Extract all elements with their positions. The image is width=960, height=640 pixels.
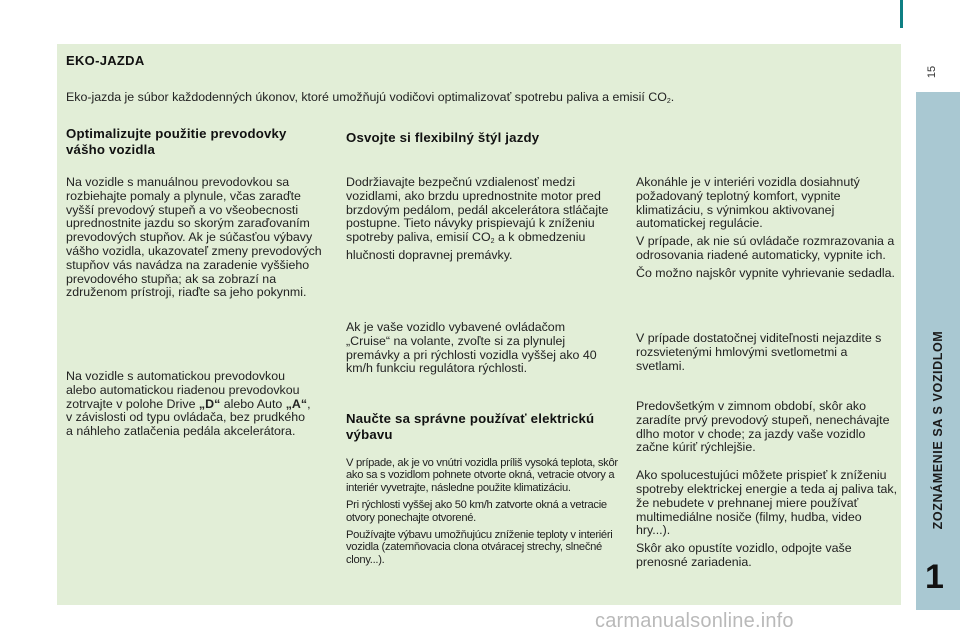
- col2-small-3: Používajte výbavu umožňujúcu zníženie teploty v interiéri vozidla (zatemňovacia clona otváracej strechy, slnečné clony...).: [346, 529, 613, 566]
- intro-text: Eko-jazda je súbor každodenných úkonov, ktoré umožňujú vodičovi optimalizovať spotrebu paliva a emisií $CO_2$.: [66, 90, 675, 105]
- heading-driving-style: Osvojte si flexibilný štýl jazdy: [346, 130, 540, 145]
- col3-paragraph-2: V prípade, ak nie sú ovládače rozmrazovania a odrosovania riadené automaticky, vypnite ich.: [636, 234, 895, 262]
- col2-electrical-list: [346, 457, 621, 571]
- heading-transmission: Optimalizujte použitie prevodovky vášho vozidla: [66, 126, 287, 157]
- col1-paragraph-2: Na vozidle s automatickou prevodovkou alebo automatickou riadenou prevodovkou zotrvajte v polohe Drive „D“ alebo Auto „A“, v závislosti od typu ovládača, bez prudkého a náhleho zatlačenia pedála akcelerátora.: [66, 369, 311, 439]
- page-number: 15: [926, 65, 938, 79]
- col2-small-2: Pri rýchlosti vyššej ako 50 km/h zatvorte okná a vetracie otvory ponechajte otvorené.: [346, 499, 607, 524]
- col3-paragraph-5: Predovšetkým v zimnom období, skôr ako zaradíte prvý prevodový stupeň, nenechávajte dlho motor v chode; za jazdy vaše vozidlo začne kúriť rýchlejšie.: [636, 399, 890, 455]
- heading-electrical: Naučte sa správne používať elektrickú výbavu: [346, 411, 595, 442]
- col2-paragraph-2: Ak je vaše vozidlo vybavené ovládačom „Cruise“ na volante, zvoľte si za plynulej premávky a pri rýchlosti vozidla vyššej ako 40 km/h funkciu regulátora rýchlosti.: [346, 320, 597, 376]
- accent-line: [900, 0, 903, 28]
- col3-paragraph-7: Skôr ako opustíte vozidlo, odpojte vaše prenosné zariadenia.: [636, 541, 852, 569]
- col3-block-1: [636, 176, 898, 285]
- col2-paragraph-1: Dodržiavajte bezpečnú vzdialenosť medzi vozidlami, ako brzdu uprednostnite motor pred brzdovým pedálom, pedál akcelerátora stláčajte postupne. Tieto návyky prispievajú k zníženiu spotreby paliva, emisií $CO_2$ a k obmedzeniu hlučnosti dopravnej premávky.: [346, 175, 609, 262]
- chapter-number: 1: [925, 558, 944, 596]
- col2-small-1: V prípade, ak je vo vnútri vozidla príliš vysoká teplota, skôr ako sa s vozidlom pohnete otvorte okná, vetracie otvory a interiér vyvetrajte, následne použite klimatizáciu.: [346, 457, 618, 494]
- col3-paragraph-1: Akonáhle je v interiéri vozidla dosiahnutý požadovaný teplotný komfort, vypnite klimatizáciu, s výnimkou aktivovanej automatickej regulácie.: [636, 175, 860, 231]
- watermark: carmanualsonline.info: [595, 610, 794, 632]
- col1-paragraph-1: Na vozidle s manuálnou prevodovkou sa rozbiehajte pomaly a plynule, včas zaraďte vyšší prevodový stupeň a vo všeobecnosti uprednostnite jazdu so skorým zaraďovaním prevodových stupňov. Ak je súčasťou výbavy vášho vozidla, ukazovateľ zmeny prevodových stupňov vás navádza na zaradenie vyššieho prevodového stupňa; ak sa zobrazí na združenom prístroji, riaďte sa jeho pokynmi.: [66, 175, 322, 300]
- col3-paragraph-6: Ako spolucestujúci môžete prispieť k zníženiu spotreby elektrickej energie a teda aj paliva tak, že nebudete v prehnanej miere používať multimediálne nosiče (filmy, hudba, video hry...).: [636, 468, 898, 538]
- chapter-title: ZOZNÁMENIE SA S VOZIDLOM: [931, 330, 945, 530]
- col3-paragraph-4: V prípade dostatočnej viditeľnosti nejazdite s rozsvietenými hmlovými svetlometmi a svetlami.: [636, 331, 882, 373]
- col3-block-2: [636, 400, 898, 574]
- page-title: EKO-JAZDA: [66, 53, 145, 68]
- col3-paragraph-3: Čo možno najskôr vypnite vyhrievanie sedadla.: [636, 265, 895, 280]
